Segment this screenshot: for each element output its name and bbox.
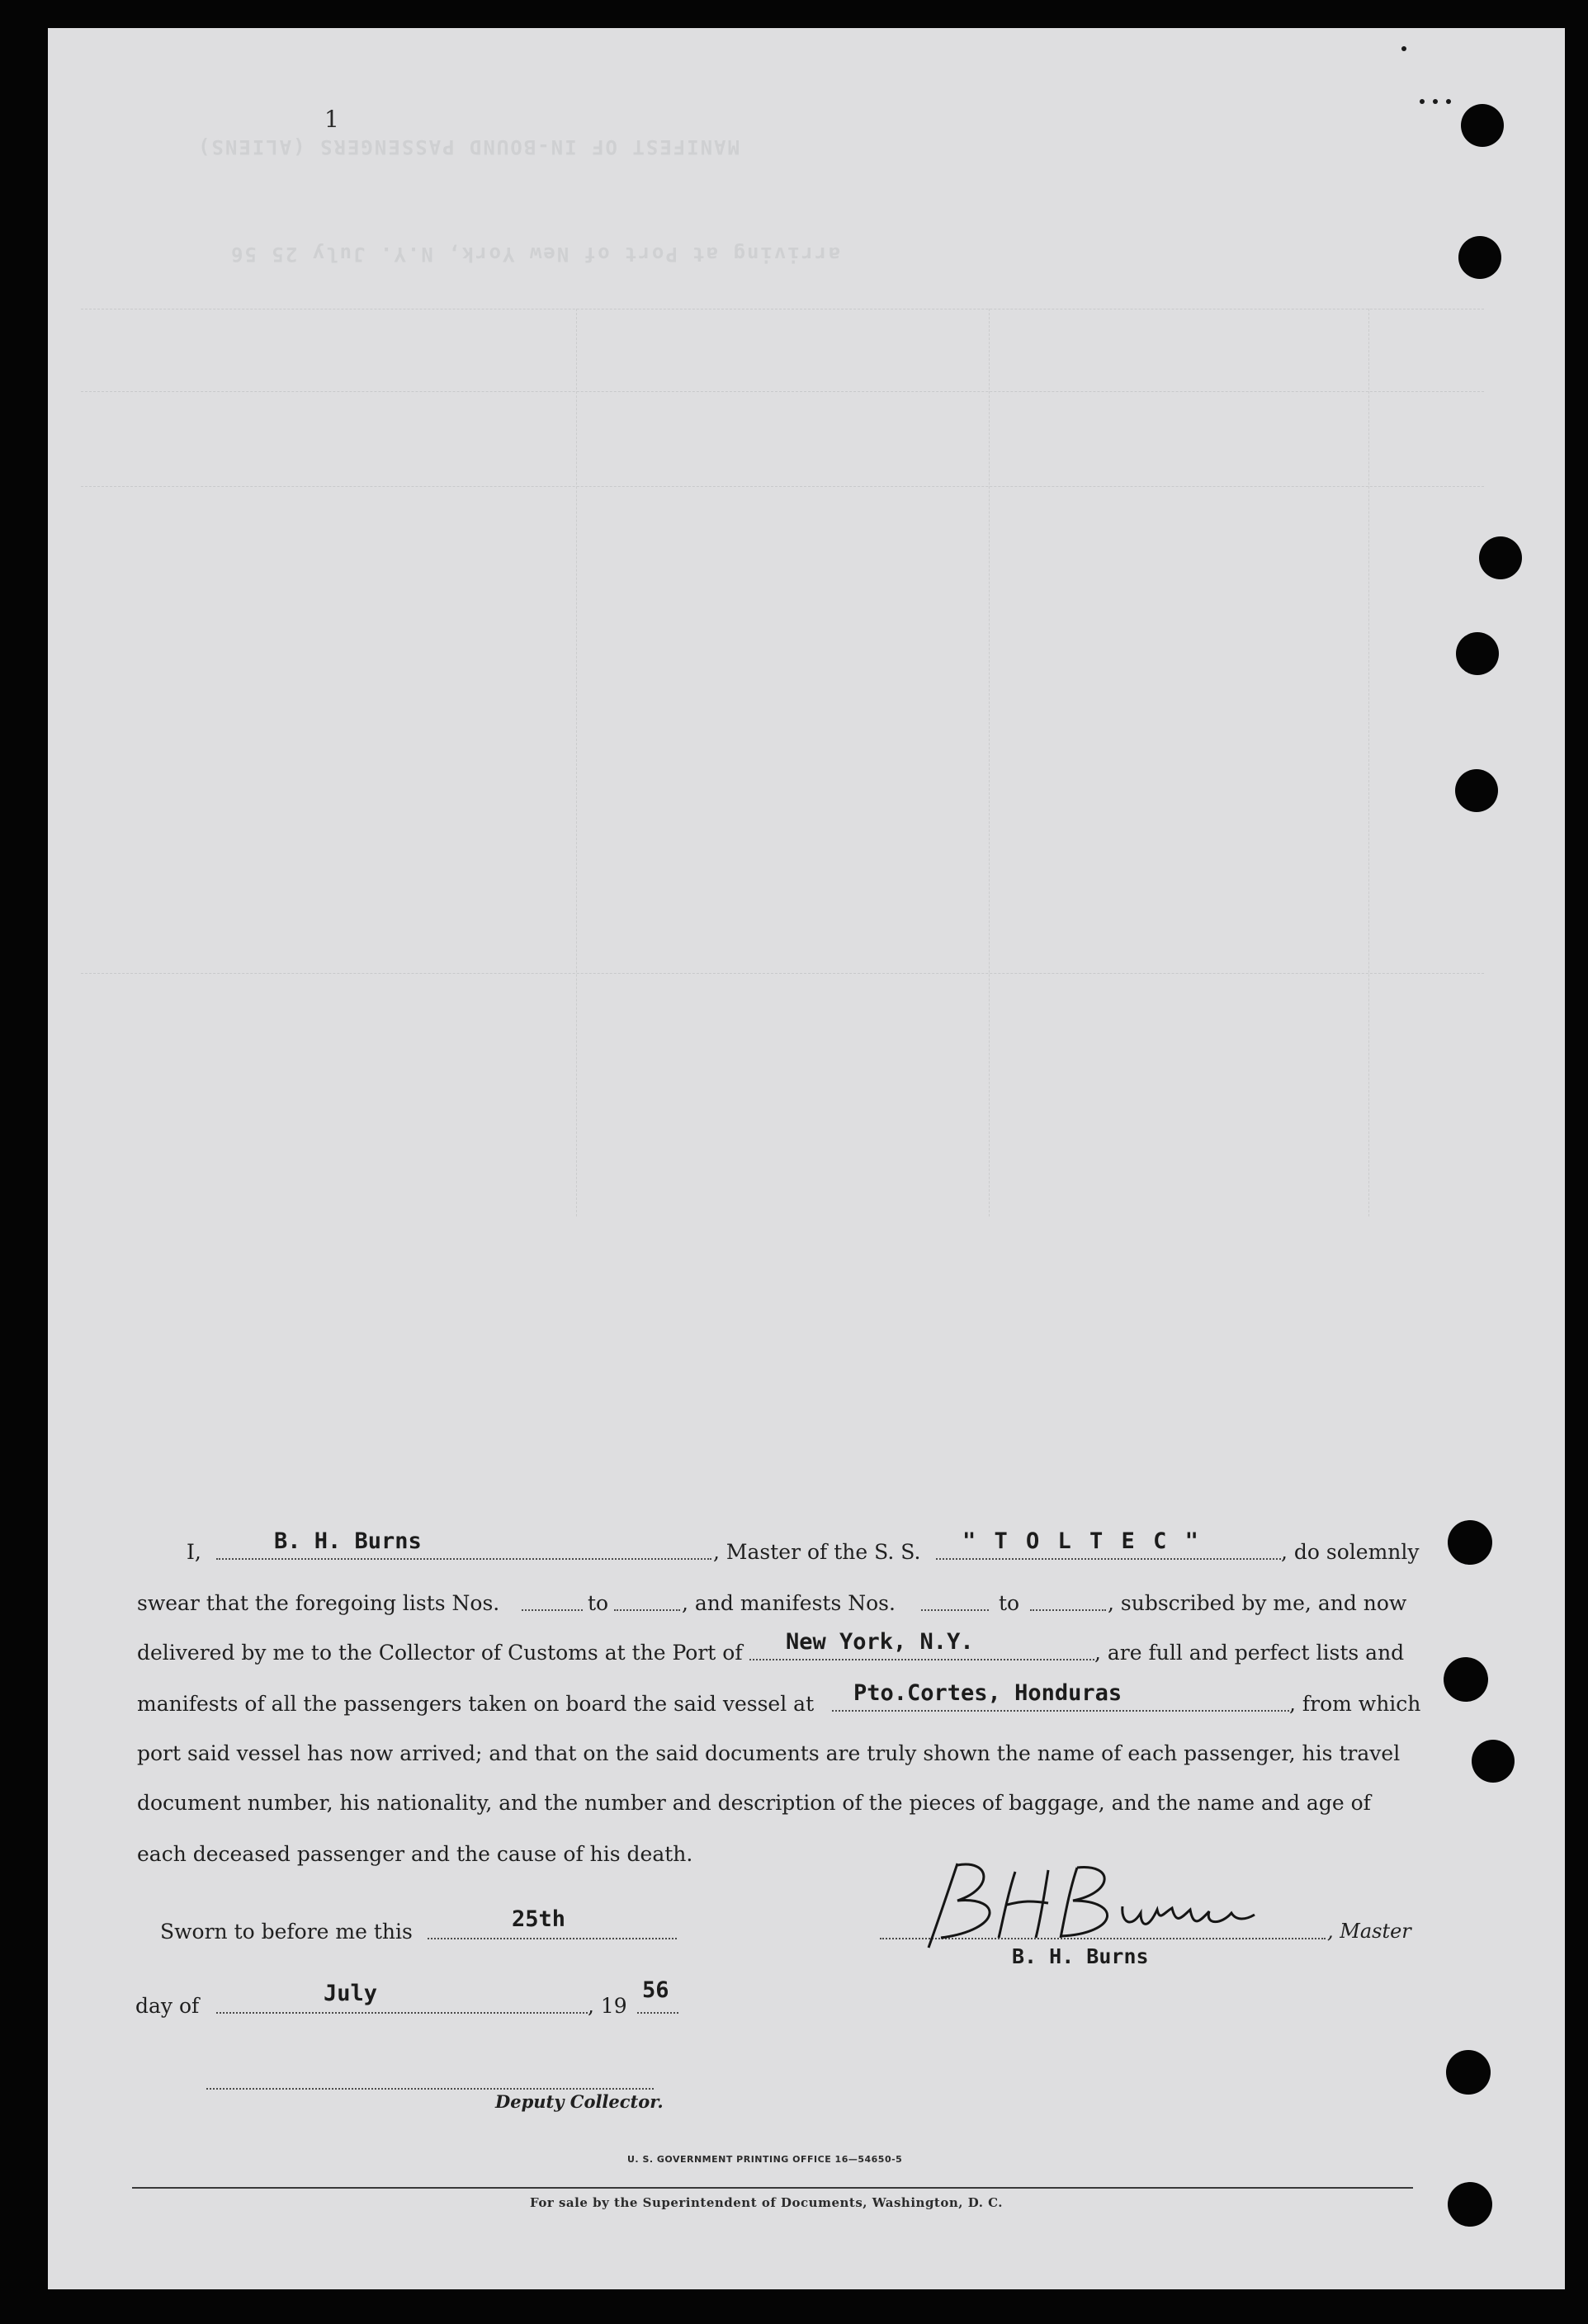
sworn-month-value: July xyxy=(324,1981,378,2006)
oath-line-2-to: to xyxy=(588,1591,609,1615)
oath-line-2-start: swear that the foregoing lists Nos. xyxy=(137,1591,500,1615)
bleed-through-rule xyxy=(81,486,1484,487)
ink-speck xyxy=(1446,99,1451,104)
oath-line-4-end: , from which xyxy=(1289,1692,1421,1716)
sale-notice: For sale by the Superintendent of Documents, Washington, D. C. xyxy=(530,2195,1004,2210)
punch-hole xyxy=(1479,536,1522,579)
oath-line-2-manifests: , and manifests Nos. xyxy=(682,1591,896,1615)
deputy-collector-label: Deputy Collector. xyxy=(495,2091,664,2112)
master-label: , Master xyxy=(1327,1920,1411,1943)
footer-rule xyxy=(132,2187,1413,2189)
oath-line-5: port said vessel has now arrived; and that on the said documents are truly shown the name of each passenger, his travel xyxy=(137,1741,1401,1765)
port-of-arrival-value: New York, N.Y. xyxy=(786,1629,974,1655)
oath-intro: I, xyxy=(187,1540,201,1564)
punch-hole xyxy=(1456,632,1499,675)
deputy-collector-signature-line xyxy=(206,2088,654,2090)
do-solemnly-text: , do solemnly xyxy=(1281,1540,1420,1564)
punch-hole xyxy=(1461,104,1504,147)
vessel-name-value: " T O L T E C " xyxy=(962,1528,1201,1554)
port-of-arrival-field xyxy=(749,1659,1094,1660)
bleed-through-rule xyxy=(989,309,990,1216)
port-of-departure-value: Pto.Cortes, Honduras xyxy=(853,1680,1122,1706)
sworn-year-field xyxy=(637,2012,678,2014)
sworn-year-value: 56 xyxy=(642,1977,669,2003)
punch-hole xyxy=(1446,2050,1491,2095)
year-prefix: , 19 xyxy=(588,1994,627,2018)
sworn-day-value: 25th xyxy=(512,1906,566,1932)
ink-speck xyxy=(1401,46,1406,51)
day-of-label: day of xyxy=(135,1994,200,2018)
vessel-name-field xyxy=(936,1558,1281,1560)
bleed-through-rule xyxy=(81,391,1484,392)
oath-line-4-start: manifests of all the passengers taken on board the said vessel at xyxy=(137,1692,815,1716)
list-no-from-field xyxy=(522,1609,583,1611)
oath-line-2-end: , subscribed by me, and now xyxy=(1108,1591,1407,1615)
page-number: 1 xyxy=(324,106,339,133)
bleed-through-text: MANIFEST OF IN-BOUND PASSENGERS (ALIENS) xyxy=(196,135,740,158)
oath-line-2-to-2: to xyxy=(999,1591,1020,1615)
handwritten-signature xyxy=(924,1855,1271,1954)
oath-line-6: document number, his nationality, and the number and description of the pieces of baggage, and the name and age of xyxy=(137,1791,1371,1815)
master-of-ss-label: , Master of the S. S. xyxy=(713,1540,921,1564)
oath-line-3-start: delivered by me to the Collector of Customs at the Port of xyxy=(137,1641,743,1665)
bleed-through-rule xyxy=(576,309,577,1216)
list-no-to-field xyxy=(614,1609,680,1611)
ink-speck xyxy=(1420,99,1425,104)
sworn-label: Sworn to before me this xyxy=(160,1920,413,1944)
bleed-through-rule xyxy=(1368,309,1369,1216)
document-page xyxy=(48,28,1565,2289)
sworn-day-field xyxy=(428,1938,677,1939)
printing-office-imprint: U. S. GOVERNMENT PRINTING OFFICE 16—54650-5 xyxy=(627,2154,903,2165)
bleed-through-rule xyxy=(81,973,1484,974)
punch-hole xyxy=(1458,236,1501,279)
oath-line-7: each deceased passenger and the cause of his death. xyxy=(137,1842,693,1866)
manifest-no-from-field xyxy=(921,1609,989,1611)
punch-hole xyxy=(1448,2182,1492,2227)
master-name-field xyxy=(216,1558,711,1560)
sworn-month-field xyxy=(216,2012,588,2014)
port-of-departure-field xyxy=(832,1710,1289,1712)
punch-hole xyxy=(1472,1740,1515,1783)
punch-hole xyxy=(1444,1657,1488,1702)
bleed-through-text: arriving at Port of New York, N.Y. July 25 56 xyxy=(229,243,841,266)
ink-speck xyxy=(1433,99,1438,104)
oath-line-3-end: , are full and perfect lists and xyxy=(1094,1641,1405,1665)
punch-hole xyxy=(1455,769,1498,812)
master-printed-name: B. H. Burns xyxy=(1012,1944,1149,1968)
manifest-no-to-field xyxy=(1030,1609,1106,1611)
master-name-value: B. H. Burns xyxy=(274,1528,422,1554)
punch-hole xyxy=(1448,1520,1492,1565)
